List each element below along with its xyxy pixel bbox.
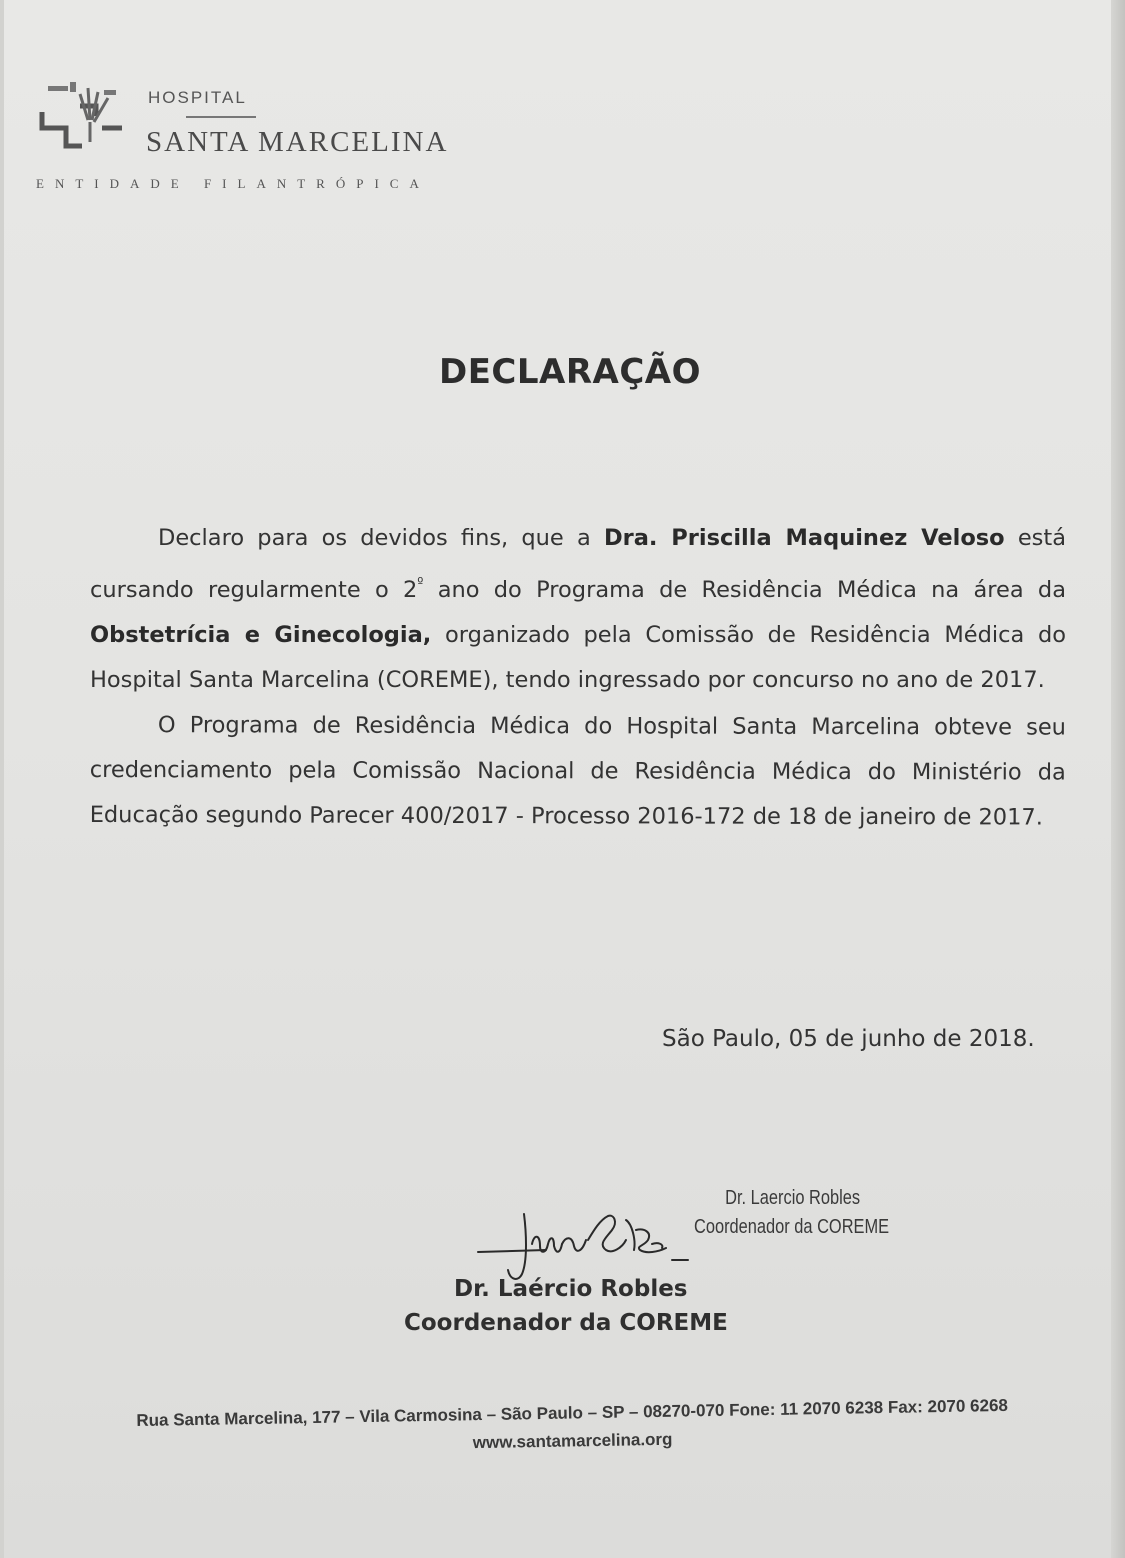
paragraph-1-text-a: Declaro para os devidos fins, que a (158, 525, 604, 551)
page-edge-right (1111, 0, 1125, 1558)
residency-area: Obstetrícia e Ginecologia, (90, 622, 432, 648)
stamp-role: Coordenador da COREME (694, 1216, 890, 1238)
logo-hospital-label: HOSPITAL (148, 88, 247, 107)
paragraph-1-text-d: organizado pela Comissão de Residência Médica do Hospital Santa Marcelina (COREME), tendo ingressado por concurso no ano de 2017. (90, 622, 1066, 693)
paragraph-1 (90, 516, 1066, 703)
hospital-logo (36, 76, 496, 206)
paragraph-1-text-b: está cursando regularmente o 2 (90, 525, 1066, 603)
signatory-name: Dr. Laércio Robles (454, 1276, 688, 1302)
hospital-emblem-icon (36, 76, 136, 158)
signatory-role: Coordenador da COREME (404, 1310, 728, 1336)
footer-address: Rua Santa Marcelina, 177 – Vila Carmosina – São Paulo – SP – 08270-070 Fone: 11 2070 6238 Fax: 2070 6268 www.santamarcelina.org (136, 1395, 1009, 1453)
declaration-body (90, 516, 1066, 838)
logo-tagline: ENTIDADE FILANTRÓPICA (36, 176, 430, 191)
coordinator-stamp (694, 1184, 889, 1242)
paragraph-1-text-c: ano do Programa de Residência Médica na área da (423, 577, 1066, 603)
stamp-name: Dr. Laercio Robles (725, 1187, 861, 1209)
paragraph-2: O Programa de Residência Médica do Hospital Santa Marcelina obteve seu credenciamento pela Comissão Nacional de Residência Médica do Ministério da Educação segundo Parecer 400/2017 - Processo 2016-172 de 18 de janeiro de 2017. (89, 712, 1066, 831)
resident-name: Dra. Priscilla Maquinez Veloso (603, 525, 1005, 551)
logo-hospital-name: SANTA MARCELINA (146, 126, 449, 158)
logo-divider (186, 116, 256, 118)
place-and-date: São Paulo, 05 de junho de 2018. (662, 1026, 1035, 1052)
ordinal-indicator: º (417, 576, 424, 591)
page-edge-left (0, 0, 4, 1558)
document-title: DECLARAÇÃO (438, 352, 702, 392)
